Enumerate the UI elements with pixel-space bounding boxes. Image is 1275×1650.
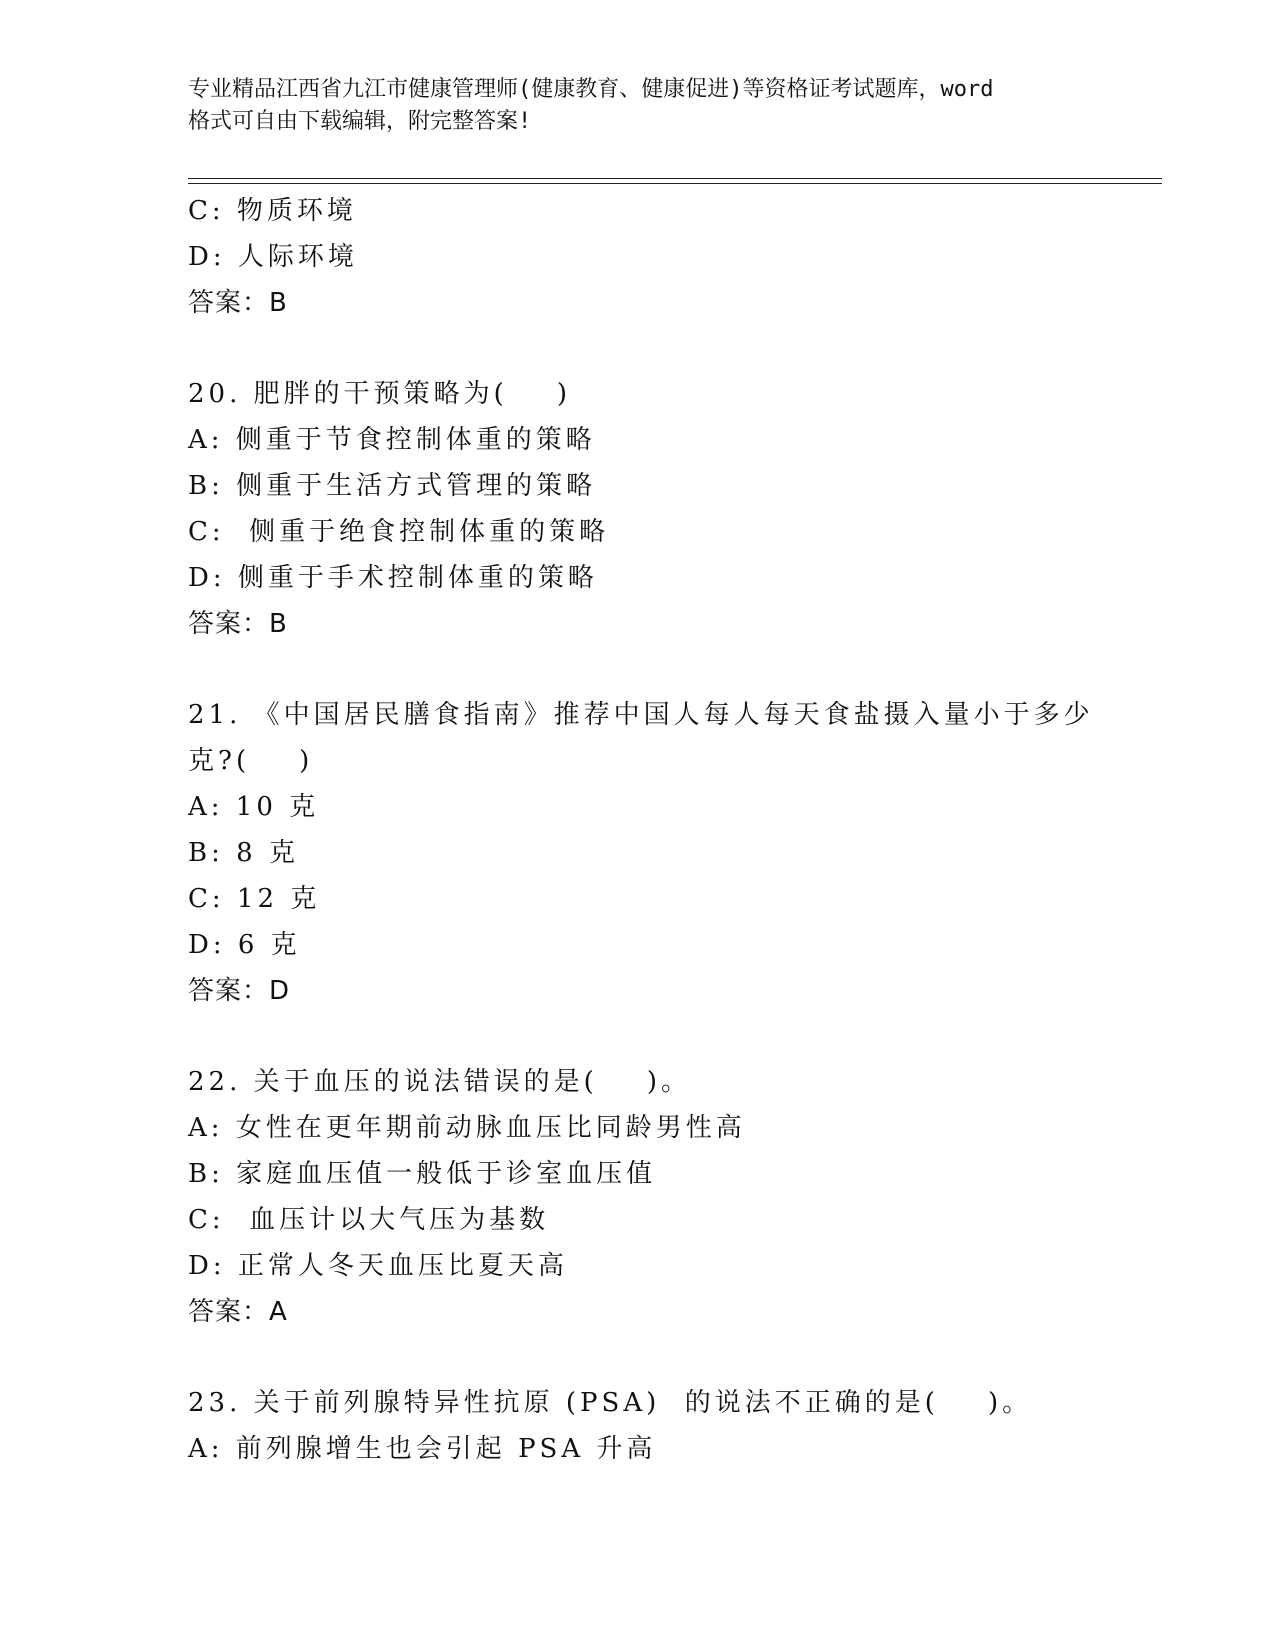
question-stem-continuation: 克?( )	[188, 746, 314, 776]
header-divider-top	[188, 178, 1162, 179]
question-stem: 22. 关于血压的说法错误的是( )。	[188, 1067, 691, 1097]
option-a: A: 10 克	[188, 792, 320, 822]
header-line-2: 格式可自由下载编辑，附完整答案!	[188, 109, 532, 134]
option-c: C: 物质环境	[188, 196, 357, 226]
question-gap	[188, 326, 1162, 371]
option-a: A: 侧重于节食控制体重的策略	[188, 425, 596, 455]
question-stem: 23. 关于前列腺特异性抗原 (PSA) 的说法不正确的是( )。	[188, 1388, 1033, 1418]
question-22	[188, 1059, 1162, 1335]
question-23	[188, 1380, 1162, 1472]
question-stem: 20. 肥胖的干预策略为( )	[188, 379, 571, 409]
option-c: C: 侧重于绝食控制体重的策略	[188, 517, 610, 547]
option-d: D: 6 克	[188, 930, 301, 960]
option-b: B: 侧重于生活方式管理的策略	[188, 471, 597, 501]
question-21	[188, 692, 1162, 1014]
answer-line: 答案：A	[188, 1297, 288, 1327]
option-c: C: 12 克	[188, 884, 321, 914]
question-gap	[188, 1014, 1162, 1059]
question-20	[188, 371, 1162, 647]
answer-line: 答案：D	[188, 976, 291, 1006]
option-a: A: 前列腺增生也会引起 PSA 升高	[188, 1434, 657, 1464]
header-divider-bottom	[188, 183, 1162, 184]
answer-line: 答案：B	[188, 609, 288, 639]
question-gap	[188, 1335, 1162, 1380]
document-body	[188, 188, 1162, 1472]
document-header	[188, 74, 1108, 138]
option-b: B: 8 克	[188, 838, 299, 868]
option-a: A: 女性在更年期前动脉血压比同龄男性高	[188, 1113, 746, 1143]
option-d: D: 侧重于手术控制体重的策略	[188, 563, 598, 593]
answer-line: 答案：B	[188, 288, 288, 318]
option-d: D: 人际环境	[188, 242, 358, 272]
previous-question-continuation	[188, 188, 1162, 326]
option-b: B: 家庭血压值一般低于诊室血压值	[188, 1159, 657, 1189]
option-d: D: 正常人冬天血压比夏天高	[188, 1251, 568, 1281]
question-gap	[188, 647, 1162, 692]
question-stem: 21. 《中国居民膳食指南》推荐中国人每人每天食盐摄入量小于多少	[188, 700, 1094, 730]
header-line-1: 专业精品江西省九江市健康管理师(健康教育、健康促进)等资格证考试题库，word	[188, 77, 994, 102]
option-c: C: 血压计以大气压为基数	[188, 1205, 550, 1235]
